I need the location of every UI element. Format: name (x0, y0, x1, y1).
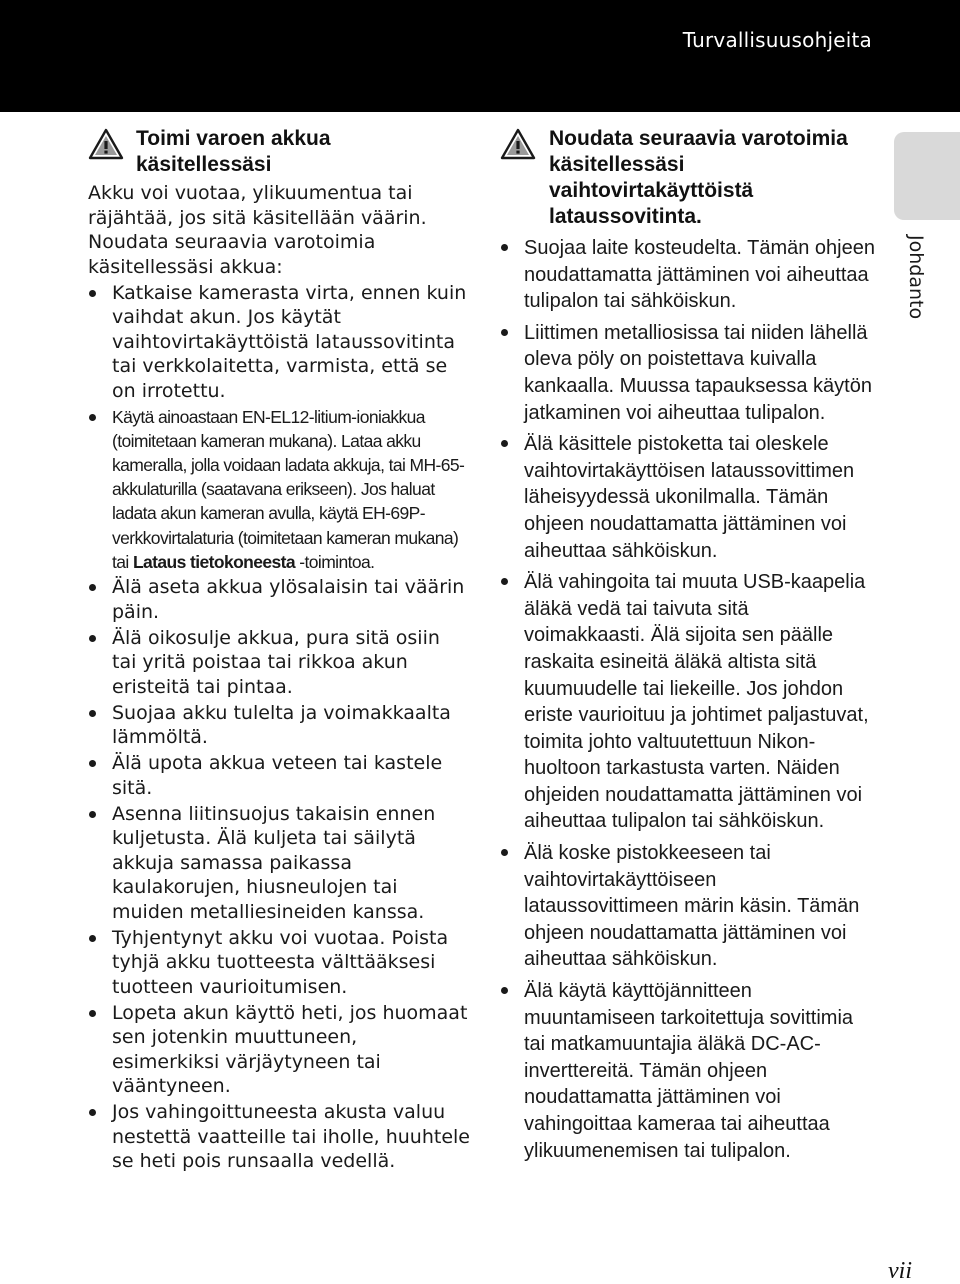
list-item (500, 978, 875, 1164)
bullet-dot (89, 1109, 96, 1116)
bullet-dot (89, 710, 96, 717)
charge-from-computer-link[interactable]: Lataus tietokoneesta (132, 551, 296, 572)
bullet-dot (89, 290, 96, 297)
list-item (500, 840, 875, 973)
list-item (500, 235, 875, 315)
bullet-dot (501, 440, 508, 447)
list-item (88, 281, 470, 404)
list-item (88, 575, 470, 624)
bullet-dot (501, 578, 508, 585)
list-item-text: Älä koske pistokkeeseen tai vaihtovirtakäyttöiseen lataussovittimeen märin käsin. Tämän ohjeen noudattamatta jättäminen voi aiheuttaa sähköiskun. (524, 842, 860, 971)
list-item-text: Suojaa akku tulelta ja voimakkaalta lämmöltä. (112, 701, 451, 749)
list-item (88, 802, 470, 925)
bullet-dot (89, 584, 96, 591)
list-item (88, 1100, 470, 1174)
bullet-dot (89, 635, 96, 642)
list-item (88, 701, 470, 750)
bullet-dot (501, 244, 508, 251)
list-item-text: Älä aseta akkua ylösalaisin tai väärin päin. (112, 576, 465, 623)
side-tab-label-wrap (897, 235, 927, 320)
adapter-bullet-list (500, 235, 875, 1164)
battery-intro: Akku voi vuotaa, ylikuumentua tai räjähtää, jos sitä käsitellään väärin. Noudata seuraavia varotoimia käsitellessäsi akkua: (88, 182, 427, 278)
list-item-text: Liittimen metalliosissa tai niiden lähellä oleva pöly on poistettava kuivalla kankaalla. Muussa tapauksessa käytön jatkaminen voi aiheuttaa tulipalon. (524, 321, 872, 424)
bullet-dot (501, 329, 508, 336)
list-item (88, 1001, 470, 1099)
adapter-heading: Noudata seuraavia varotoimia käsitellessäsi vaihtovirtakäyttöistä lataussovitinta. (549, 127, 848, 228)
list-item-text: Älä käsittele pistoketta tai oleskele vaihtovirtakäyttöisen lataussovittimen läheisyydessä ukonilmalla. Tämän ohjeen noudattamatta jättäminen voi aiheuttaa sähköiskun. (524, 433, 855, 562)
list-item-text: Älä vahingoita tai muuta USB-kaapelia äläkä vedä tai taivuta sitä voimakkaasti. Älä sijoita sen päälle raskaita esineitä äläkä altista sitä kuumuudelle tai liekeille. Jos johdon eriste vaurioituu ja johtimet paljastuvat, toimita johto valtuutettuun Nikon-huoltoon tarkastusta varten. Näiden ohjeiden noudattamatta jättäminen voi aiheuttaa tulipalon tai sähköiskun. (524, 571, 869, 833)
list-item-text: Suojaa laite kosteudelta. Tämän ohjeen noudattamatta jättäminen voi aiheuttaa tulipalon tai sähköiskun. (524, 237, 875, 313)
list-item-text: Katkaise kamerasta virta, ennen kuin vaihdat akun. Jos käytät vaihtovirtakäyttöistä lataussovitinta tai verkkolaitetta, varmista, että se on irrotettu. (112, 281, 467, 402)
warning-icon (88, 128, 124, 160)
battery-heading-row (88, 126, 470, 178)
side-tab-label: Johdanto (905, 235, 927, 320)
page-number: vii (888, 1258, 912, 1284)
warning-icon (500, 128, 536, 160)
list-item (500, 569, 875, 835)
battery-heading: Toimi varoen akkua käsitellessäsi (136, 127, 331, 176)
list-item (88, 751, 470, 800)
list-item-text: Jos vahingoittuneesta akusta valuu nestettä vaatteille tai iholle, huuhtele se heti pois runsaalla vedellä. (112, 1101, 470, 1173)
bullet-dot (501, 849, 508, 856)
list-item-text: Tyhjentynyt akku voi vuotaa. Poista tyhjä akku tuotteesta välttääksesi tuotteen vaurioitumisen. (112, 926, 449, 998)
left-column (88, 126, 470, 1174)
list-item (500, 320, 875, 426)
list-item-text: Asenna liitinsuojus takaisin ennen kuljetusta. Älä kuljeta tai säilytä akkuja samassa paikassa kaulakorujen, hiusneulojen tai muiden metalliesineiden kanssa. (112, 802, 436, 923)
adapter-heading-row (500, 126, 875, 230)
bullet-dot (89, 414, 96, 421)
header-bar (0, 0, 960, 112)
header-title: Turvallisuusohjeita (682, 28, 872, 52)
list-item (88, 626, 470, 700)
list-item-text: Älä upota akkua veteen tai kastele sitä. (112, 752, 443, 799)
list-item-text: Älä oikosulje akkua, pura sitä osiin tai yritä poistaa tai rikkoa akun eristeitä tai pintaa. (112, 626, 440, 698)
side-tab[interactable] (894, 132, 960, 220)
bullet-dot (89, 1010, 96, 1017)
list-item-text: Lopeta akun käyttö heti, jos huomaat sen jotenkin muuttuneen, esimerkiksi värjäytyneen tai vääntyneen. (112, 1001, 468, 1098)
list-item-text: -toimintoa. (295, 551, 375, 572)
bullet-dot (89, 935, 96, 942)
list-item-text: Käytä ainoastaan EN-EL12-litium-ioniakkua (toimitetaan kameran mukana). Lataa akku kameralla, jolla voidaan ladata akkuja, tai MH-65-akkulaturilla (saatavana erikseen). Jos haluat ladata akun kameran avulla, käytä EH-69P-verkkovirtalaturia (toimitetaan kameran mukana) tai (112, 406, 465, 572)
right-column (500, 126, 875, 1164)
list-item-text: Älä käytä käyttöjännitteen muuntamiseen tarkoitettuja sovittimia tai matkamuuntajia äläkä DC-AC-inverttereitä. Tämän ohjeen noudattamatta jättäminen voi vahingoittaa kameraa tai aiheuttaa ylikuumenemisen tai tulipalon. (524, 980, 854, 1162)
list-item (88, 405, 470, 574)
list-item (88, 926, 470, 1000)
battery-bullet-list (88, 281, 470, 1174)
bullet-dot (89, 811, 96, 818)
bullet-dot (89, 760, 96, 767)
list-item (500, 431, 875, 564)
bullet-dot (501, 987, 508, 994)
